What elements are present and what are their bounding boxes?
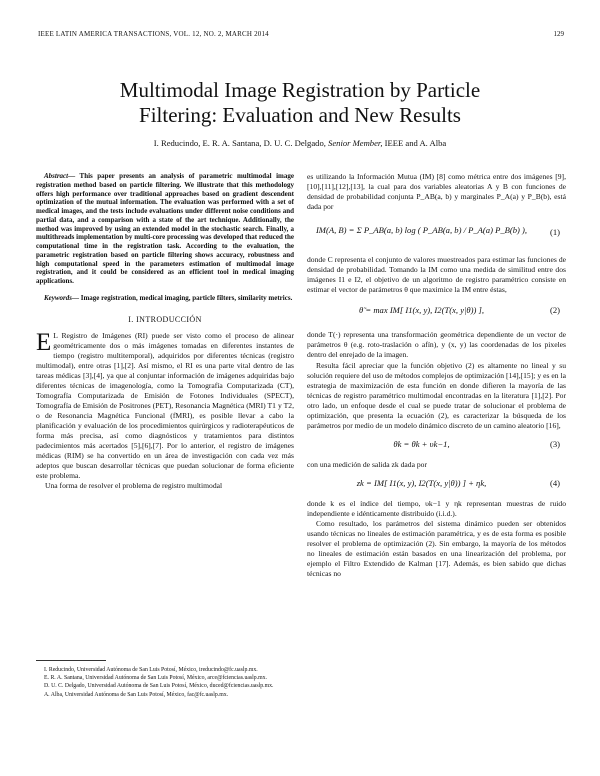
paper-title: [40, 78, 560, 128]
author-names: I. Reducindo, E. R. A. Santana, D. U. C. Delgado,: [153, 138, 329, 148]
paragraph-objective: donde C representa el conjunto de valores muestreados para estimar las funciones de densidad de probabilidad. Tomando la IM como una medida de similitud entre dos imágenes I1 e I2, el objetivo de un algoritmo de registro paramétrico consiste en estimar el vector de parámetros θ que maximice la IM entre éstas,: [307, 255, 566, 295]
equation-4-number: (4): [549, 477, 560, 488]
author-membership: Senior Member,: [328, 138, 383, 148]
equation-1: [307, 216, 566, 250]
footnote-1: I. Reducindo, Universidad Autónoma de San Luis Potosí, México, ireducindo@fc.uaslp.mx.: [44, 667, 258, 673]
footnote-3: D. U. C. Delgado, Universidad Autónoma de San Luis Potosí, México, duced@fciencias.uaslp.mx.: [44, 683, 274, 690]
abstract: [36, 172, 294, 286]
page-number: 129: [553, 30, 564, 38]
section-heading: I. INTRODUCCIÓN: [128, 314, 202, 324]
drop-cap: E: [36, 328, 52, 356]
abstract-text: — This paper presents an analysis of parametric multimodal image registration method based on particle filtering. We illustrate that this methodology offers high performance over traditional approaches based on gradient descendent optimization of the mutual information. The evaluation was performed with a set of medical images, and the tests include evaluations under different noise conditions and partial data, and a comparison with a state of the art technique. Additionally, the method was improved by using an extended model in the stochastic search. Finally, a multithreads implementation by multi-core processing was developed that reduced the computational time in the registration task. According to the evaluation, the parametric registration based on particle filtering shows accuracy, robustness and high computational speed in the parameters estimation of multimodal image registration, and it could be considered as an efficient tool in medical imaging applications.: [36, 172, 294, 285]
running-head: IEEE LATIN AMERICA TRANSACTIONS, VOL. 12, NO. 2, MARCH 2014: [38, 30, 269, 38]
paragraph-nonlinear: Resulta fácil apreciar que la función objetivo (2) es altamente no lineal y su solución requiere del uso de métodos complejos de optimización [14],[15]; y es en la estrategia de maximización de esta función en donde difieren la mayoría de las técnicas de registro paramétrico multimodal encontradas en la literatura [1],[2]. Por otro lado, un enfoque desde el cual se puede tratar de solucionar el problema de optimización, que presenta la ecuación (2), es caracterizar la búsqueda de los parámetros por medio de un modelo dinámico discreto de un camino aleatorio [16],: [307, 360, 566, 430]
equation-1-body: IM(A, B) = Σ P_AB(a, b) log ( P_AB(a, b) / P_A(a) P_B(b) ),: [315, 225, 528, 236]
equation-3-number: (3): [549, 438, 560, 449]
equation-1-number: (1): [549, 227, 560, 238]
title-line-2: Filtering: Evaluation and New Results: [139, 103, 461, 127]
title-line-1: Multimodal Image Registration by Particle: [119, 78, 481, 102]
paragraph-measurement: con una medición de salida zk dada por: [307, 459, 427, 469]
left-column: [36, 172, 294, 491]
equation-2-body: θ̃ = max IM[ I1(x, y), I2(T(x, y|θ)) ],: [359, 305, 484, 316]
footnote-4: A. Alba, Universidad Autónoma de San Luis Potosí, México, fac@fc.uaslp.mx.: [44, 691, 229, 698]
author-line: [40, 138, 560, 148]
keywords-text: — Image registration, medical imaging, particle filters, similarity metrics.: [72, 293, 293, 302]
equation-2: [307, 299, 566, 325]
intro-text: L Registro de Imágenes (RI) puede ser visto como el proceso de alinear geométricamente dos o más imágenes tomadas en diferentes instantes de tiempo (registro multitemporal), adquiridos por diferentes técnicas (registro multimodal), entre otras [1],[2]. Así mismo, el RI es una parte vital dentro de las tareas médicas [3],[4], ya que al conjuntar información de imágenes adquiridas bajo diferentes técnicas de imagenología, como la Tomografía Computarizada (CT), Tomografía Computarizada de Emisión de Fotones Individuales (SPECT), Tomografía de Emisión de Positrones (PET), Resonancia Magnética (MRI) T1 y T2, o de Resonancia Magnética Funcional (fMRI), es posible llevar a cabo la planificación y evaluación de los procedimientos quirúrgicos y radioterapéuticos de forma más precisa, así como diagnósticos y tratamientos para distintos padecimientos más acertados [5],[6],[7]. Por lo anterior, el registro de imágenes médicas (RIM) se ha convertido en un área de investigación con cada vez más adeptos que buscan desarrollar técnicas que puedan solucionar de forma eficiente este problema.: [36, 330, 294, 481]
keywords: [36, 294, 294, 303]
abstract-label: Abstract: [44, 172, 69, 180]
equation-4: [307, 474, 566, 494]
paragraph-mutual-information: es utilizando la Información Mutua (IM) [8] como métrica entre dos imágenes [9],[10],[11],[12],[13], la cual para dos variables aleatorias A y B con funciones de densidad de probabilidad conjunta P_AB(a, b) y marginales P_A(a) y P_B(b), está dada por: [307, 172, 566, 212]
intro-paragraph-1: [36, 328, 294, 482]
keywords-label: Keywords: [44, 293, 72, 302]
equation-2-number: (2): [549, 305, 560, 316]
equation-3: [307, 435, 566, 455]
intro-paragraph-2: Una forma de resolver el problema de registro multimodal: [45, 481, 223, 491]
right-column: [307, 172, 566, 579]
author-tail: IEEE and A. Alba: [382, 138, 447, 148]
paragraph-result: Como resultado, los parámetros del sistema dinámico pueden ser obtenidos usando técnicas no lineales de estimación paramétrica, y es de esta forma es posible resolver el problema de optimización (2). Sin embargo, la mayoría de los métodos no lineales de estimación están basados en una linearización del problema, por ejemplo el Filtro Extendido de Kalman [17]. Además, es bien sabido que dichas técnicas no: [307, 518, 566, 579]
paragraph-transformation: donde T(·) representa una transformación geométrica dependiente de un vector de parámetros θ (e.g. roto-traslación o afín), y (x, y) las coordenadas de los pixeles dentro del enrejado de la imagen.: [307, 330, 566, 360]
footnote-rule: [36, 660, 106, 661]
equation-3-body: θk = θk + υk−1,: [393, 438, 450, 449]
equation-4-body: zk = IM[ I1(x, y), I2(T(x, y|θ)) ] + ηk,: [356, 477, 487, 488]
footnotes: [36, 660, 294, 699]
footnote-2: E. R. A. Santana, Universidad Autónoma de San Luis Potosí, México, arce@fciencias.uaslp.mx.: [44, 675, 268, 682]
paragraph-noise: donde k es el índice del tiempo, υk−1 y ηk representan muestras de ruido independiente e idénticamente distribuido (i.i.d.).: [307, 498, 566, 518]
